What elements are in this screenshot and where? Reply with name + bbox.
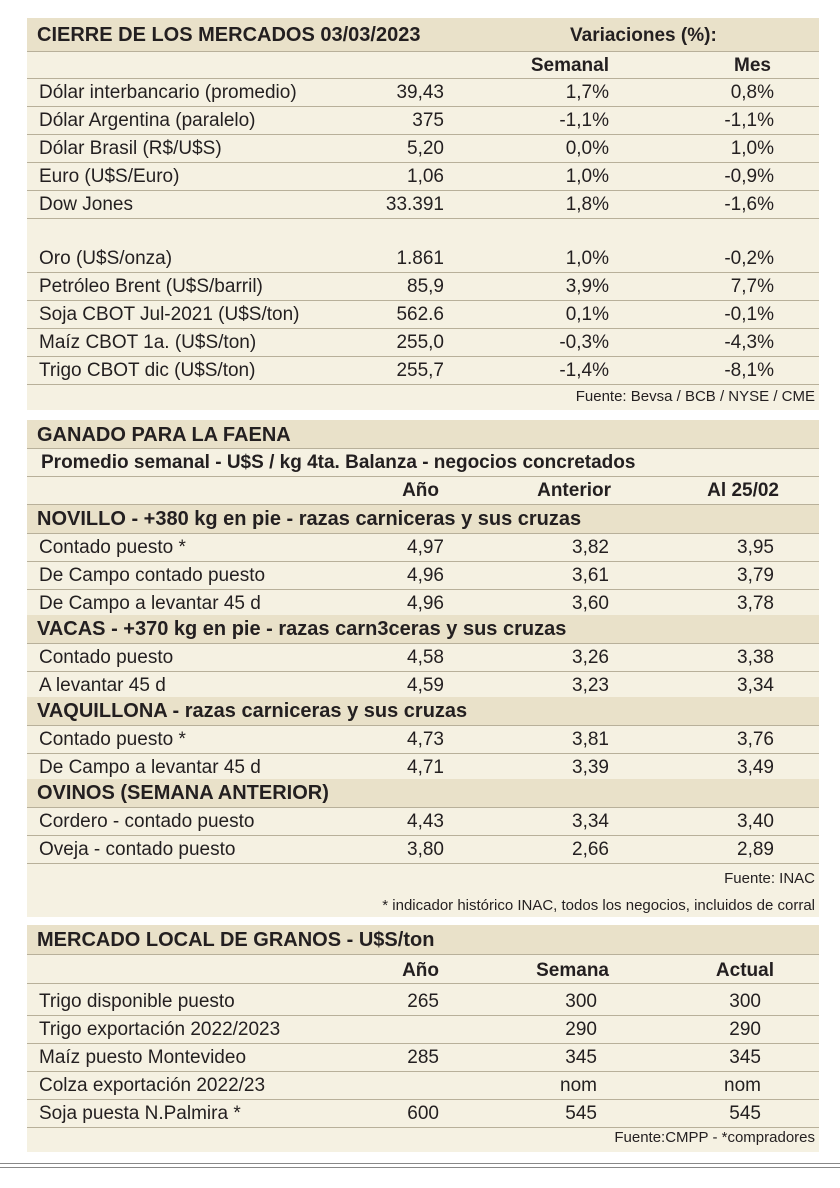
grains-source: Fuente:CMPP - *compradores xyxy=(614,1129,815,1146)
table-row: Contado puesto * 4,97 3,82 3,95 xyxy=(27,534,819,562)
table-row: Maíz CBOT 1a. (U$S/ton) 255,0 -0,3% -4,3% xyxy=(27,329,819,357)
table-row: Contado puesto * 4,73 3,81 3,76 xyxy=(27,726,819,754)
markets-column-headers xyxy=(27,52,819,79)
variations-label: Variaciones (%): xyxy=(570,25,717,46)
table-row: Colza exportación 2022/23 nom nom xyxy=(27,1072,819,1100)
table-row: Cordero - contado puesto 4,43 3,34 3,40 xyxy=(27,808,819,836)
cattle-header xyxy=(27,420,819,449)
table-row: Trigo disponible puesto 265 300 300 xyxy=(27,988,819,1016)
cattle-source: Fuente: INAC xyxy=(724,870,815,887)
bottom-rule xyxy=(0,1163,840,1164)
table-row: Oro (U$S/onza) 1.861 1,0% -0,2% xyxy=(27,245,819,273)
table-row: De Campo contado puesto 4,96 3,61 3,79 xyxy=(27,562,819,590)
cattle-section xyxy=(27,420,819,917)
table-row: Soja puesta N.Palmira * 600 545 545 xyxy=(27,1100,819,1128)
table-row: Dólar Argentina (paralelo) 375 -1,1% -1,1% xyxy=(27,107,819,135)
cattle-column-headers xyxy=(27,477,819,505)
table-row: Dólar Brasil (R$/U$S) 5,20 0,0% 1,0% xyxy=(27,135,819,163)
col-year: Año xyxy=(402,960,439,981)
col-month: Mes xyxy=(734,55,771,76)
group-header-vaquillona: VAQUILLONA - razas carniceras y sus cruzas xyxy=(27,697,819,726)
table-row: De Campo a levantar 45 d 4,96 3,60 3,78 xyxy=(27,590,819,618)
group-header-novillo: NOVILLO - +380 kg en pie - razas carniceras y sus cruzas xyxy=(27,505,819,534)
grains-header xyxy=(27,925,819,955)
grains-column-headers xyxy=(27,955,819,984)
grains-title: MERCADO LOCAL DE GRANOS - U$S/ton xyxy=(37,929,435,951)
table-row: Petróleo Brent (U$S/barril) 85,9 3,9% 7,7% xyxy=(27,273,819,301)
cattle-subtitle-row xyxy=(27,449,819,477)
table-row: Dow Jones 33.391 1,8% -1,6% xyxy=(27,191,819,219)
col-week: Semana xyxy=(536,960,609,981)
table-row: Contado puesto 4,58 3,26 3,38 xyxy=(27,644,819,672)
table-row: Oveja - contado puesto 3,80 2,66 2,89 xyxy=(27,836,819,864)
table-row: A levantar 45 d 4,59 3,23 3,34 xyxy=(27,672,819,700)
table-row: Maíz puesto Montevideo 285 345 345 xyxy=(27,1044,819,1072)
col-current: Actual xyxy=(715,960,774,981)
markets-title: CIERRE DE LOS MERCADOS 03/03/2023 xyxy=(37,24,421,46)
table-row: De Campo a levantar 45 d 4,71 3,39 3,49 xyxy=(27,754,819,782)
cattle-note: * indicador histórico INAC, todos los negocios, incluidos de corral xyxy=(382,897,815,914)
group-header-ovinos: OVINOS (SEMANA ANTERIOR) xyxy=(27,779,819,808)
bottom-rule xyxy=(0,1167,840,1168)
markets-source: Fuente: Bevsa / BCB / NYSE / CME xyxy=(575,388,815,405)
col-weekly: Semanal xyxy=(530,55,609,76)
col-year: Año xyxy=(402,480,439,501)
table-row: Soja CBOT Jul-2021 (U$S/ton) 562.6 0,1% -0,1% xyxy=(27,301,819,329)
markets-section xyxy=(27,18,819,410)
table-row: Dólar interbancario (promedio) 39,43 1,7% 0,8% xyxy=(27,79,819,107)
table-row: Trigo exportación 2022/2023 290 290 xyxy=(27,1016,819,1044)
table-row: Euro (U$S/Euro) 1,06 1,0% -0,9% xyxy=(27,163,819,191)
grains-section xyxy=(27,925,819,1152)
group-header-vacas: VACAS - +370 kg en pie - razas carn3ceras y sus cruzas xyxy=(27,615,819,644)
col-previous: Anterior xyxy=(537,480,611,501)
table-row: Trigo CBOT dic (U$S/ton) 255,7 -1,4% -8,1% xyxy=(27,357,819,385)
cattle-subtitle: Promedio semanal - U$S / kg 4ta. Balanza - negocios concretados xyxy=(41,452,636,473)
col-date: Al 25/02 xyxy=(707,480,779,501)
cattle-title: GANADO PARA LA FAENA xyxy=(37,424,291,446)
markets-header xyxy=(27,18,819,52)
